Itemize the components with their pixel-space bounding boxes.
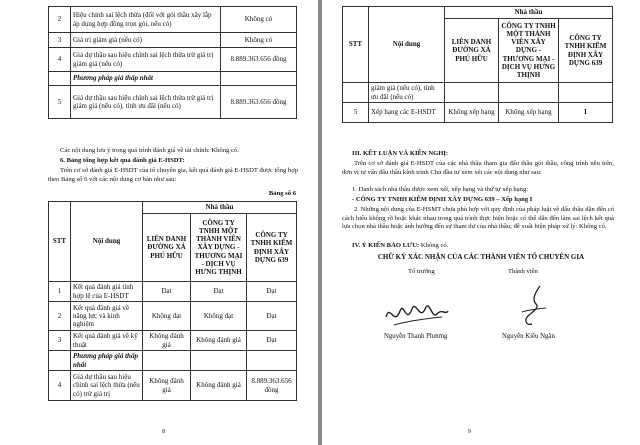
header-bidders: Nhà thầu — [143, 202, 297, 214]
bidder-name: LIÊN DANH ĐƯỜNG XÁ PHÚ HỮU — [445, 19, 499, 83]
table-row: 2 Kết quả đánh giá về năng lực và kinh nghiệm Không đạt Không đạt Đạt — [49, 302, 297, 331]
item-1-detail: - CÔNG TY TNHH KIẾM ĐỊNH XÂY DỰNG 639 – Xếp hạng I — [352, 196, 533, 203]
table-row: 5 Xếp hạng các E-HSDT Không xếp hạng Không xếp hạng I — [343, 103, 613, 123]
section-paragraph-6: Trên cơ sở đánh giá E-HSDT của tổ chuyên gia, kết quả đánh giá E-HSDT được tổng hợp theo Bảng số 6 với các nội dung cơ bản như sau: — [48, 167, 298, 183]
table-row: 4 Giá dự thầu sau hiệu chỉnh sai lệch thừa (nếu có) trừ giá trị Không đánh giá Không đánh giá 8.889.363.656 đồng — [49, 371, 297, 401]
table-row: 4 Giá dự thầu sau hiệu chỉnh sai lệch thừa trừ giá trị giảm giá (nếu có) 8.889.363.656 đồng — [49, 48, 297, 72]
signature-member — [514, 282, 554, 332]
summary-table — [48, 201, 297, 401]
signer-name-leader: Nguyễn Thanh Phương — [384, 333, 448, 340]
section-paragraph-3: Trên cơ sở đánh giá E-HSDT của các nhà thầu tham gia đấu thầu gói thầu, công trình nêu trên, đơn vị tư vấn đấu thầu kính trình Chủ đầu tư xem xét các nội dung như sau: — [342, 160, 614, 176]
table-row: 3 Giá trị giảm giá (nếu có) Không có — [49, 33, 297, 48]
table-header-row — [49, 202, 297, 214]
page-number: 8 — [162, 429, 165, 435]
table-row: giảm giá (nếu có), tính ưu đãi (nếu có) — [343, 83, 613, 103]
section-heading-3: III. KẾT LUẬN VÀ KIẾN NGHỊ: — [352, 150, 449, 157]
header-content: Nội dung — [369, 7, 445, 83]
header-stt: STT — [343, 7, 369, 83]
finance-note: Các nội dung lưu ý trong quá trình đánh giá về tài chính: Không có. — [60, 147, 239, 154]
bidder-name: LIÊN DANH ĐƯỜNG XÁ PHÚ HỮU — [143, 214, 191, 282]
signature-leader — [382, 295, 452, 335]
page-9 — [322, 0, 640, 445]
signature-title: CHỮ KÝ XÁC NHẬN CỦA CÁC THÀNH VIÊN TỔ CHUYÊN GIA — [377, 253, 585, 261]
header-bidders: Nhà thầu — [445, 7, 613, 19]
section-heading-4: IV. Ý KIẾN BẢO LƯU: Không có. — [352, 242, 449, 249]
item-2: 2. Những nội dung của E-HSMT chưa phù hợp với quy định của pháp luật về đấu thầu dẫn đến có cách hiểu không rõ hoặc khác nhau trong quá trình thực hiện hoặc có thể dẫn đến làm sai lệch kết quả lựa chọn nhà thầu hoặc ảnh hưởng đến sự tham dự của nhà thầu; đề xuất biện pháp xử lý: Không có. — [342, 206, 614, 231]
table-caption: Bảng số 6 — [268, 190, 296, 197]
financial-table — [48, 6, 297, 119]
ranking-table — [342, 6, 613, 123]
bidder-name: CÔNG TY TNHH MỘT THÀNH VIÊN XÂY DỰNG - THƯƠNG MẠI - DỊCH VỤ HƯNG THỊNH — [499, 19, 559, 83]
header-stt: STT — [49, 202, 71, 282]
bidder-name: CÔNG TY TNHH MỘT THÀNH VIÊN XÂY DỰNG - THƯƠNG MẠI - DỊCH VỤ HƯNG THỊNH — [191, 214, 247, 282]
page-8 — [0, 0, 318, 445]
bidder-name: CÔNG TY TNHH KIẾM ĐỊNH XÂY DỰNG 639 — [559, 19, 613, 83]
section-heading-6: 6. Bảng tổng hợp kết quả đánh giá E-HSDT: — [60, 157, 185, 164]
table-header-row — [343, 7, 613, 19]
page-number: 9 — [468, 429, 471, 435]
table-row: Phương pháp giá thấp nhất — [49, 72, 297, 86]
table-row: 1 Kết quả đánh giá tính hợp lệ của E-HSDT Đạt Đạt Đạt — [49, 282, 297, 302]
header-content: Nội dung — [71, 202, 143, 282]
item-1: 1. Danh sách nhà thầu được xem xét, xếp hạng và thứ tự xếp hạng: — [352, 186, 529, 193]
table-row: 2 Hiệu chỉnh sai lệch thừa (đối với gói thầu xây lắp áp dụng hợp đồng trọn gói, nếu có) Không có — [49, 7, 297, 33]
table-row: 5 Giá dự thầu sau hiệu chỉnh sai lệch thừa trừ giá trị giảm giá (nếu có), tính ưu đãi (nếu có) 8.889.363.656 đồng — [49, 86, 297, 119]
role-member: Thành viên — [508, 268, 538, 275]
role-leader: Tổ trưởng — [408, 268, 435, 275]
bidder-name: CÔNG TY TNHH KIẾM ĐỊNH XÂY DỰNG 639 — [247, 214, 297, 282]
signer-name-member: Nguyễn Kiều Ngân — [502, 333, 555, 340]
table-row: Phương pháp giá thấp nhất — [49, 351, 297, 371]
table-row: 3 Kết quả đánh giá về kỹ thuật Không đánh giá Không đánh giá Đạt — [49, 331, 297, 351]
